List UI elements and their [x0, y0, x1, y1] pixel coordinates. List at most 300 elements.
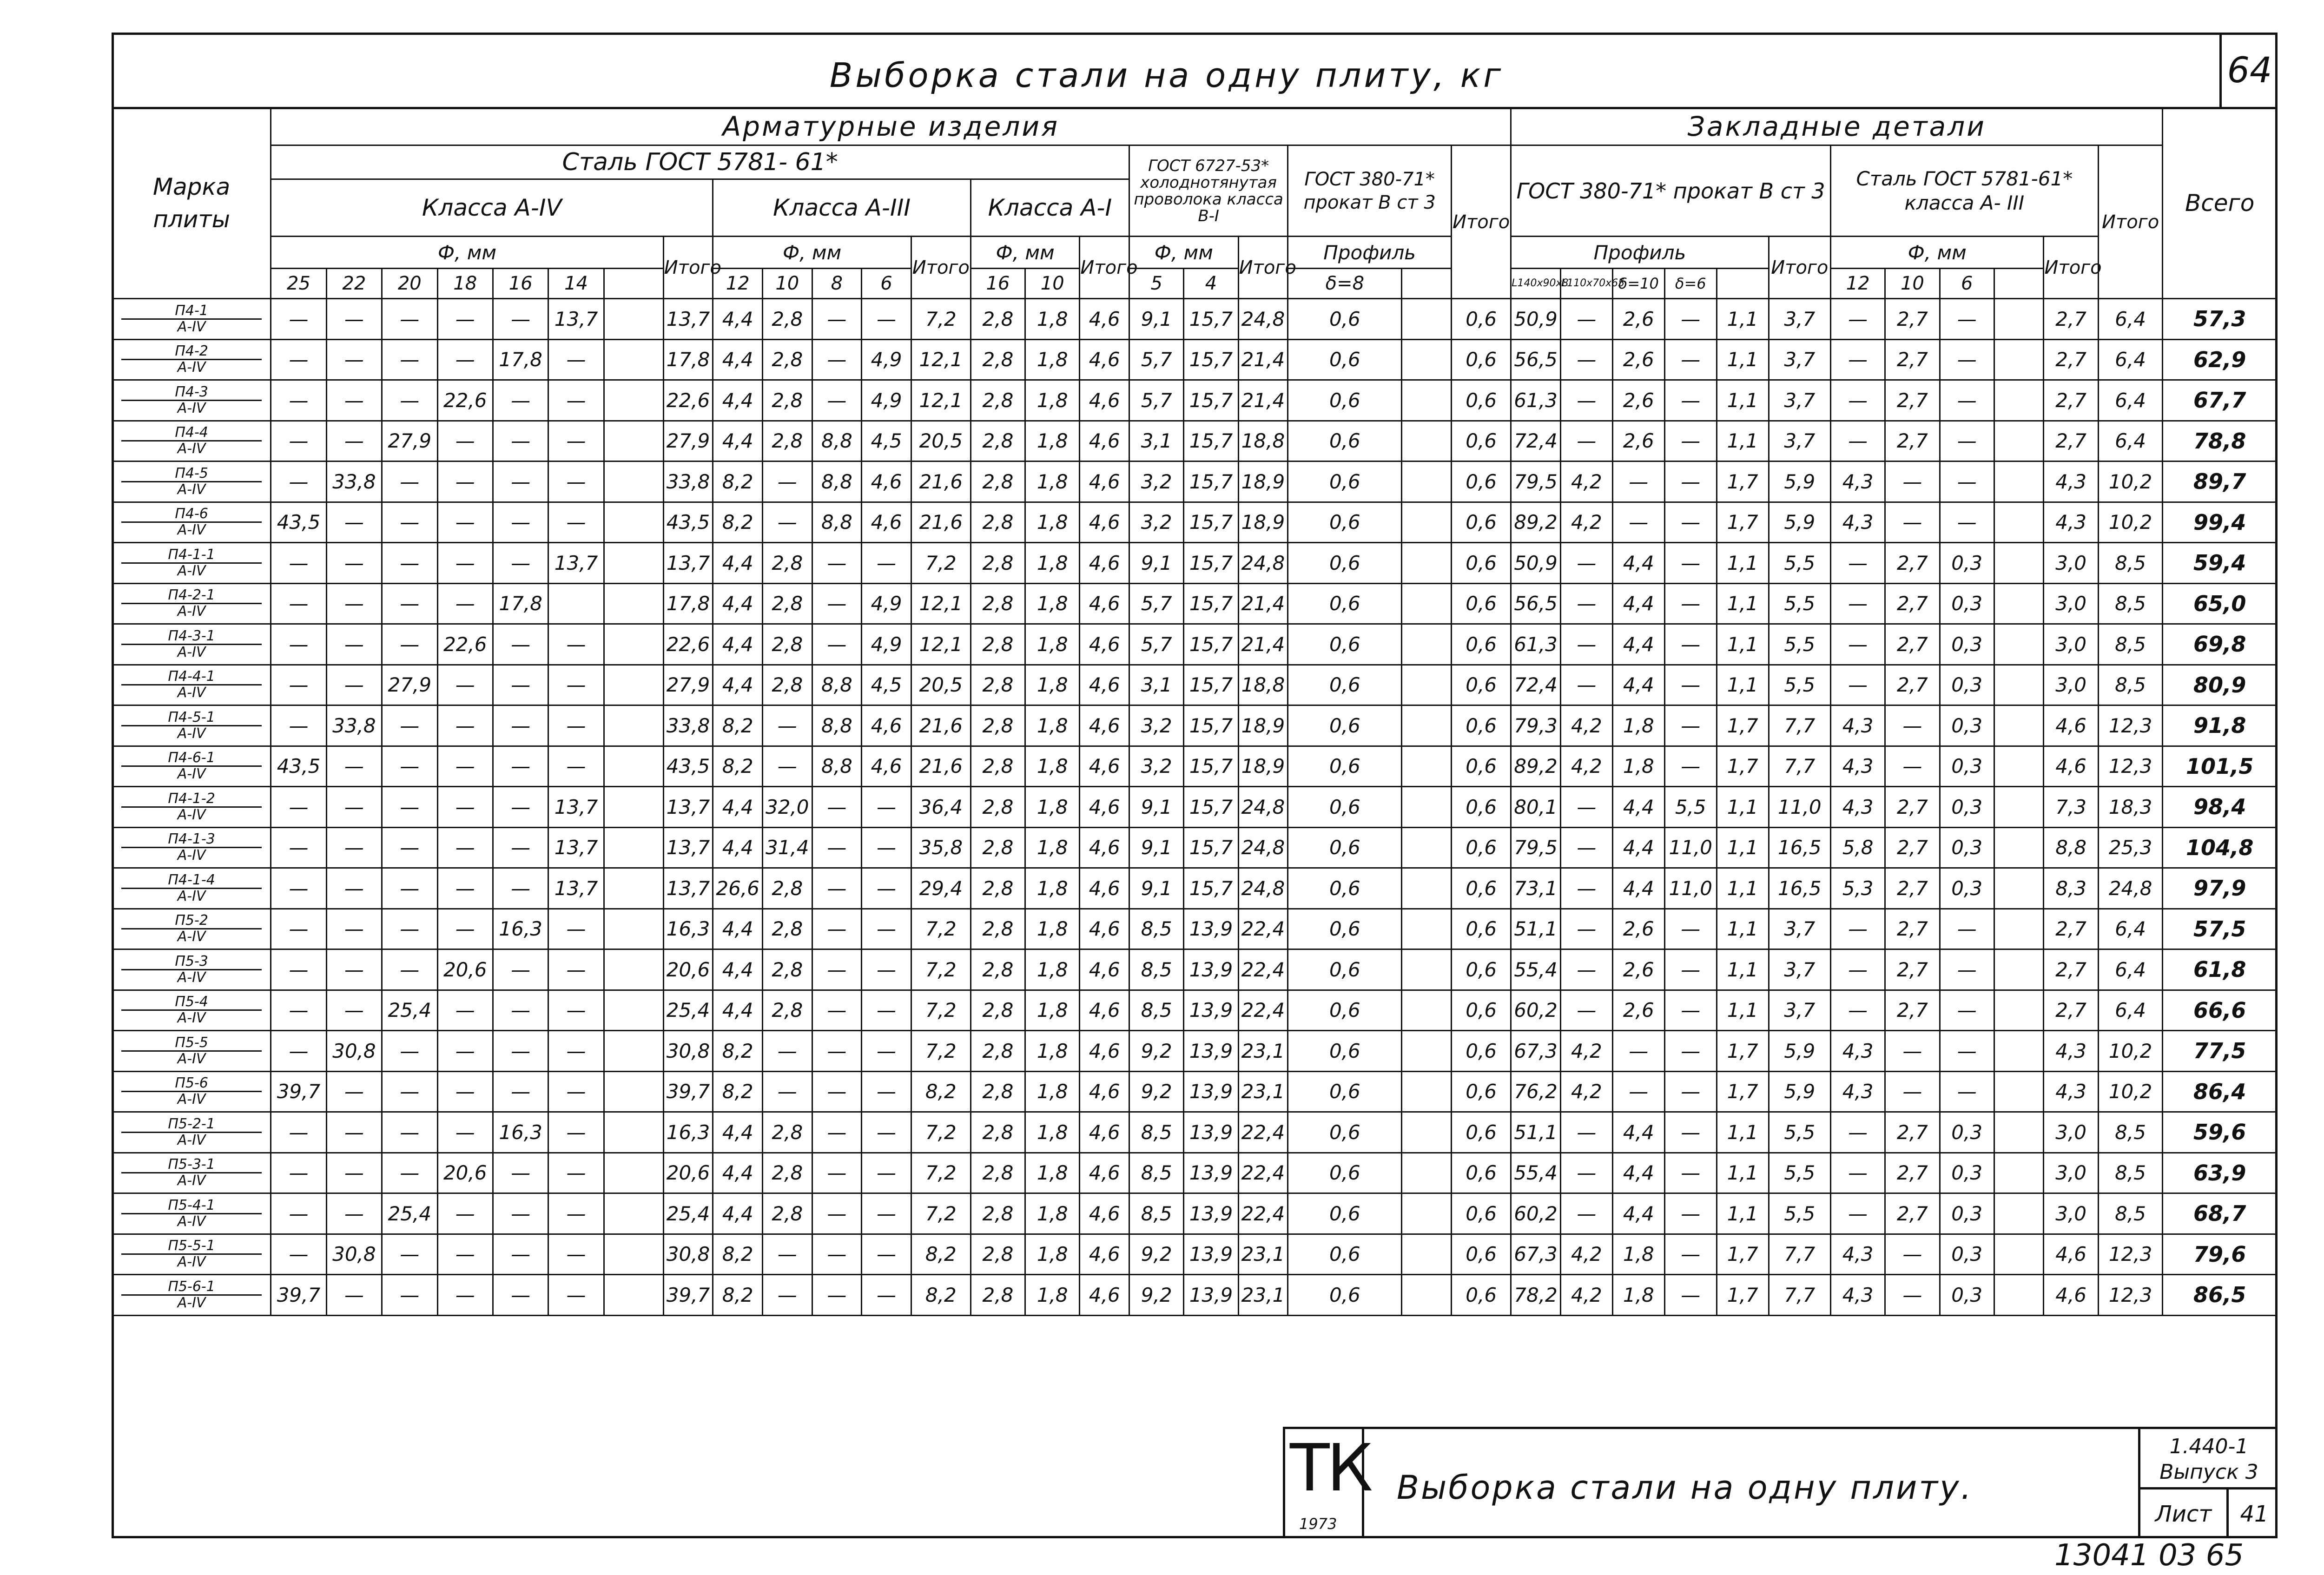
- table-cell: —: [1664, 1275, 1717, 1316]
- table-cell: 13,9: [1184, 1031, 1238, 1072]
- table-cell: 4,3: [1830, 1031, 1885, 1072]
- table-cell: —: [862, 990, 911, 1031]
- table-cell: —: [1830, 1153, 1885, 1193]
- table-cell: 24,8: [1238, 543, 1288, 584]
- table-cell: 5,9: [1769, 461, 1830, 502]
- table-cell: 1,7: [1717, 1234, 1769, 1275]
- table-cell: 8,5: [1129, 909, 1184, 949]
- table-cell: 7,3: [2044, 787, 2098, 828]
- table-cell: —: [1664, 1071, 1717, 1112]
- header-armatura: Арматурные изделия: [271, 108, 1511, 145]
- tk-logo: ТК: [1290, 1430, 1370, 1506]
- table-cell: 7,7: [1769, 1234, 1830, 1275]
- table-cell: 63,9: [2163, 1153, 2277, 1193]
- table-cell: —: [548, 461, 604, 502]
- col-a3b-12: 12: [1830, 269, 1885, 299]
- table-cell: —: [382, 624, 437, 665]
- table-cell: 3,0: [2044, 583, 2098, 624]
- table-cell: —: [437, 1112, 493, 1153]
- table-cell: 30,8: [326, 1234, 382, 1275]
- table-cell: —: [382, 1071, 437, 1112]
- table-cell: —: [326, 543, 382, 584]
- table-cell: 4,6: [862, 705, 911, 746]
- table-cell: 4,9: [862, 339, 911, 380]
- table-cell: 4,5: [862, 421, 911, 461]
- table-cell: 4,6: [1080, 339, 1129, 380]
- table-cell: —: [493, 502, 548, 543]
- table-cell: 0,6: [1288, 787, 1402, 828]
- table-cell: 4,2: [1560, 1031, 1612, 1072]
- table-cell: 5,9: [1769, 1071, 1830, 1112]
- table-cell: —: [326, 827, 382, 868]
- header-klass-a4: Класса А-IV: [271, 179, 713, 237]
- table-cell: 78,8: [2163, 421, 2277, 461]
- table-cell: 0,6: [1452, 665, 1511, 705]
- table-cell: 1,8: [1025, 624, 1080, 665]
- table-cell: —: [382, 1153, 437, 1193]
- table-cell: 4,3: [1830, 1275, 1885, 1316]
- table-cell: 13,7: [548, 827, 604, 868]
- col-profil-d8: δ=8: [1288, 269, 1402, 299]
- table-cell: —: [493, 543, 548, 584]
- col-a3-6: 6: [862, 269, 911, 299]
- table-cell: 1,8: [1025, 461, 1080, 502]
- table-cell: —: [1940, 299, 1994, 340]
- table-cell: —: [1664, 1193, 1717, 1234]
- table-cell: —: [862, 1071, 911, 1112]
- table-cell: 1,1: [1717, 868, 1769, 909]
- table-cell: 4,4: [713, 909, 763, 949]
- table-cell: 80,1: [1511, 787, 1561, 828]
- table-cell: 3,1: [1129, 421, 1184, 461]
- table-cell: 5,5: [1769, 543, 1830, 584]
- table-cell: —: [1560, 583, 1612, 624]
- table-cell: 2,6: [1612, 299, 1664, 340]
- table-cell: 9,2: [1129, 1071, 1184, 1112]
- table-cell: 22,4: [1238, 949, 1288, 990]
- table-cell: —: [862, 1112, 911, 1153]
- table-cell: 0,6: [1452, 502, 1511, 543]
- table-cell: 4,3: [1830, 746, 1885, 787]
- table-cell: 0,6: [1452, 1112, 1511, 1153]
- table-cell: 27,9: [663, 421, 713, 461]
- table-cell: —: [548, 502, 604, 543]
- table-cell: 2,7: [1885, 1112, 1940, 1153]
- table-cell: —: [493, 1071, 548, 1112]
- table-cell: 4,6: [1080, 909, 1129, 949]
- table-cell: —: [812, 380, 862, 421]
- table-cell: —: [1940, 421, 1994, 461]
- table-cell: —: [1885, 1031, 1940, 1072]
- table-cell: 43,5: [663, 502, 713, 543]
- table-cell: 1,7: [1717, 746, 1769, 787]
- table-cell: —: [812, 1153, 862, 1193]
- table-cell: 0,6: [1452, 339, 1511, 380]
- table-cell: 4,6: [1080, 502, 1129, 543]
- table-cell: 101,5: [2163, 746, 2277, 787]
- table-cell: —: [271, 1112, 326, 1153]
- table-cell: 2,7: [1885, 909, 1940, 949]
- table-cell: 3,7: [1769, 380, 1830, 421]
- plate-mark-code: П4-1-1: [121, 547, 262, 564]
- table-cell: 3,0: [2044, 665, 2098, 705]
- table-cell: —: [862, 868, 911, 909]
- plate-mark-code: П4-2-1: [121, 588, 262, 604]
- table-cell: 30,8: [663, 1031, 713, 1072]
- table-cell: 0,6: [1288, 1112, 1402, 1153]
- table-cell: 6,4: [2098, 380, 2163, 421]
- table-cell: 1,1: [1717, 990, 1769, 1031]
- table-cell: —: [382, 949, 437, 990]
- table-cell: 5,7: [1129, 583, 1184, 624]
- table-cell: 0,6: [1288, 380, 1402, 421]
- table-cell: 8,8: [812, 502, 862, 543]
- plate-mark-code: П5-6: [121, 1076, 262, 1092]
- table-cell: 22,4: [1238, 1153, 1288, 1193]
- table-cell: —: [1885, 705, 1940, 746]
- header-zakladnye: Закладные детали: [1511, 108, 2163, 145]
- table-cell: 0,3: [1940, 787, 1994, 828]
- table-cell: 72,4: [1511, 421, 1561, 461]
- table-cell: 25,4: [382, 1193, 437, 1234]
- header-klass-a3: Класса А-III: [713, 179, 971, 237]
- sheet-label: Лист: [2140, 1489, 2229, 1538]
- table-cell: 2,8: [971, 827, 1025, 868]
- table-cell: 2,7: [1885, 787, 1940, 828]
- table-cell: —: [762, 1031, 812, 1072]
- table-cell: 2,8: [971, 461, 1025, 502]
- table-cell: —: [548, 746, 604, 787]
- table-cell: —: [493, 1193, 548, 1234]
- table-cell: 0,6: [1288, 1071, 1402, 1112]
- table-cell: 3,0: [2044, 1153, 2098, 1193]
- table-cell: 43,5: [271, 746, 326, 787]
- plate-mark-code: П5-5-1: [121, 1239, 262, 1255]
- table-cell: —: [1830, 543, 1885, 584]
- table-cell: —: [1612, 1031, 1664, 1072]
- table-cell: 1,1: [1717, 624, 1769, 665]
- table-cell: 2,8: [971, 543, 1025, 584]
- table-cell: 2,8: [762, 624, 812, 665]
- table-cell: 15,7: [1184, 624, 1238, 665]
- table-cell: 4,4: [713, 380, 763, 421]
- series-number: 1.440-1 Выпуск 3: [2140, 1429, 2278, 1489]
- table-cell: —: [812, 583, 862, 624]
- table-cell: —: [762, 1071, 812, 1112]
- stamp-title: Выборка стали на одну плиту.: [1397, 1469, 1973, 1507]
- table-cell: 1,7: [1717, 1275, 1769, 1316]
- table-cell: 2,6: [1612, 421, 1664, 461]
- table-cell: 2,8: [971, 502, 1025, 543]
- table-cell: —: [1560, 380, 1612, 421]
- table-cell: —: [271, 1031, 326, 1072]
- table-cell: 12,3: [2098, 1275, 2163, 1316]
- table-cell: 21,6: [911, 705, 971, 746]
- table-cell: 4,4: [713, 1112, 763, 1153]
- table-cell: 0,6: [1288, 624, 1402, 665]
- header-gost-380-a: ГОСТ 380-71* прокат В ст 3: [1288, 145, 1452, 237]
- table-cell: 5,5: [1769, 1112, 1830, 1153]
- table-cell: —: [493, 787, 548, 828]
- table-cell: —: [437, 746, 493, 787]
- table-cell: —: [812, 909, 862, 949]
- table-cell: —: [437, 665, 493, 705]
- table-cell: 4,6: [1080, 1153, 1129, 1193]
- table-cell: 15,7: [1184, 339, 1238, 380]
- table-cell: 39,7: [663, 1071, 713, 1112]
- table-cell: —: [493, 990, 548, 1031]
- col-profil-d6: δ=6: [1664, 269, 1717, 299]
- table-cell: 0,6: [1288, 746, 1402, 787]
- table-cell: 23,1: [1238, 1031, 1288, 1072]
- table-cell: —: [1664, 1112, 1717, 1153]
- table-cell: 1,8: [1025, 1112, 1080, 1153]
- table-cell: 8,2: [713, 502, 763, 543]
- table-cell: 16,3: [663, 909, 713, 949]
- table-cell: 4,4: [1612, 1193, 1664, 1234]
- table-cell: —: [271, 461, 326, 502]
- table-cell: 12,3: [2098, 746, 2163, 787]
- table-cell: —: [548, 380, 604, 421]
- table-cell: 6,4: [2098, 339, 2163, 380]
- table-cell: 43,5: [271, 502, 326, 543]
- plate-mark-code: П5-2: [121, 913, 262, 929]
- table-cell: —: [437, 1234, 493, 1275]
- table-cell: 0,6: [1452, 380, 1511, 421]
- table-cell: 2,7: [1885, 299, 1940, 340]
- plate-mark-class: А-IV: [177, 685, 206, 701]
- table-cell: 10,2: [2098, 1071, 2163, 1112]
- table-cell: 0,6: [1288, 1275, 1402, 1316]
- table-cell: —: [1664, 380, 1717, 421]
- table-cell: —: [1830, 339, 1885, 380]
- table-cell: 8,8: [812, 665, 862, 705]
- table-cell: 13,7: [663, 299, 713, 340]
- table-cell: 21,6: [911, 746, 971, 787]
- table-cell: 67,7: [2163, 380, 2277, 421]
- table-cell: —: [548, 1193, 604, 1234]
- table-cell: 2,8: [971, 949, 1025, 990]
- plate-mark-class: А-IV: [177, 929, 206, 945]
- table-cell: 0,6: [1452, 909, 1511, 949]
- table-cell: —: [437, 787, 493, 828]
- table-cell: 15,7: [1184, 543, 1238, 584]
- table-cell: —: [326, 380, 382, 421]
- table-cell: —: [437, 909, 493, 949]
- table-cell: 0,6: [1452, 1153, 1511, 1193]
- table-cell: —: [493, 868, 548, 909]
- table-cell: —: [382, 502, 437, 543]
- table-cell: 22,4: [1238, 1193, 1288, 1234]
- table-cell: —: [812, 868, 862, 909]
- table-cell: —: [1560, 543, 1612, 584]
- table-cell: 9,1: [1129, 868, 1184, 909]
- table-cell: 3,7: [1769, 421, 1830, 461]
- table-cell: 0,6: [1452, 868, 1511, 909]
- table-cell: —: [1940, 380, 1994, 421]
- table-cell: 79,3: [1511, 705, 1561, 746]
- table-cell: 0,6: [1452, 1071, 1511, 1112]
- col-b1-4: 4: [1184, 269, 1238, 299]
- table-cell: 13,9: [1184, 1071, 1238, 1112]
- plate-mark-class: А-IV: [177, 359, 206, 376]
- header-vsego: Всего: [2163, 108, 2277, 299]
- table-cell: 8,8: [812, 705, 862, 746]
- table-cell: —: [1612, 1071, 1664, 1112]
- table-cell: —: [1830, 624, 1885, 665]
- table-cell: 50,9: [1511, 543, 1561, 584]
- table-cell: 57,5: [2163, 909, 2277, 949]
- table-cell: —: [1560, 827, 1612, 868]
- table-cell: —: [1885, 1275, 1940, 1316]
- table-cell: 8,8: [812, 421, 862, 461]
- table-cell: 2,8: [762, 665, 812, 705]
- table-cell: 4,4: [1612, 787, 1664, 828]
- table-cell: 8,3: [2044, 868, 2098, 909]
- col-a4-18: 18: [437, 269, 493, 299]
- table-cell: 2,6: [1612, 990, 1664, 1031]
- table-cell: 4,6: [862, 461, 911, 502]
- table-cell: 13,9: [1184, 990, 1238, 1031]
- plate-mark-code: П4-1-2: [121, 791, 262, 808]
- table-cell: —: [1664, 299, 1717, 340]
- table-cell: 5,5: [1769, 583, 1830, 624]
- table-cell: 12,3: [2098, 705, 2163, 746]
- table-cell: 2,6: [1612, 909, 1664, 949]
- table-cell: —: [326, 339, 382, 380]
- table-cell: 2,8: [762, 1193, 812, 1234]
- table-cell: 0,3: [1940, 746, 1994, 787]
- table-cell: 1,8: [1612, 705, 1664, 746]
- table-cell: —: [762, 502, 812, 543]
- table-cell: 2,7: [1885, 1153, 1940, 1193]
- table-cell: —: [326, 787, 382, 828]
- header-itogo-b1: Итого: [1238, 237, 1288, 299]
- table-cell: —: [1560, 421, 1612, 461]
- table-cell: 15,7: [1184, 583, 1238, 624]
- table-cell: 4,4: [1612, 1112, 1664, 1153]
- table-cell: —: [493, 461, 548, 502]
- table-cell: 16,3: [663, 1112, 713, 1153]
- table-cell: 4,6: [1080, 787, 1129, 828]
- table-cell: 18,8: [1238, 421, 1288, 461]
- table-cell: —: [862, 827, 911, 868]
- table-cell: 8,2: [911, 1071, 971, 1112]
- table-cell: 2,8: [971, 1031, 1025, 1072]
- table-cell: 89,2: [1511, 746, 1561, 787]
- table-cell: 27,9: [382, 665, 437, 705]
- table-cell: 39,7: [271, 1071, 326, 1112]
- table-cell: —: [1664, 461, 1717, 502]
- table-cell: 0,6: [1288, 421, 1402, 461]
- table-cell: 9,1: [1129, 827, 1184, 868]
- table-cell: —: [326, 746, 382, 787]
- table-cell: 15,7: [1184, 299, 1238, 340]
- table-cell: 0,6: [1288, 461, 1402, 502]
- table-cell: 3,1: [1129, 665, 1184, 705]
- table-cell: 16,3: [493, 1112, 548, 1153]
- table-cell: 8,5: [2098, 1153, 2163, 1193]
- table-cell: 79,5: [1511, 461, 1561, 502]
- table-cell: 0,6: [1288, 299, 1402, 340]
- table-cell: 51,1: [1511, 909, 1561, 949]
- table-cell: —: [326, 624, 382, 665]
- table-cell: 15,7: [1184, 421, 1238, 461]
- table-cell: 2,8: [762, 949, 812, 990]
- table-cell: —: [1664, 624, 1717, 665]
- table-cell: 4,4: [713, 624, 763, 665]
- table-cell: 57,3: [2163, 299, 2277, 340]
- table-cell: 61,3: [1511, 380, 1561, 421]
- table-cell: 0,6: [1452, 299, 1511, 340]
- table-cell: 97,9: [2163, 868, 2277, 909]
- table-cell: 4,3: [1830, 1234, 1885, 1275]
- table-cell: 1,8: [1025, 787, 1080, 828]
- table-cell: 4,4: [713, 421, 763, 461]
- table-cell: —: [1664, 746, 1717, 787]
- table-cell: 1,1: [1717, 421, 1769, 461]
- table-cell: —: [548, 421, 604, 461]
- table-cell: —: [437, 827, 493, 868]
- stamp-year: 1973: [1299, 1515, 1337, 1533]
- table-cell: 4,6: [1080, 543, 1129, 584]
- table-cell: 3,7: [1769, 949, 1830, 990]
- table-cell: 2,8: [971, 1112, 1025, 1153]
- sheet-number: 41: [2240, 1501, 2269, 1527]
- table-cell: 3,7: [1769, 990, 1830, 1031]
- table-cell: 0,3: [1940, 583, 1994, 624]
- plate-mark-class: А-IV: [177, 847, 206, 864]
- col-profil-d10: δ=10: [1612, 269, 1664, 299]
- table-cell: 2,7: [1885, 665, 1940, 705]
- table-cell: 1,1: [1717, 665, 1769, 705]
- table-cell: 4,4: [713, 1153, 763, 1193]
- table-cell: 51,1: [1511, 1112, 1561, 1153]
- table-cell: 2,7: [2044, 909, 2098, 949]
- table-cell: 5,9: [1769, 502, 1830, 543]
- table-cell: 67,3: [1511, 1234, 1561, 1275]
- table-cell: —: [548, 1234, 604, 1275]
- table-cell: 27,9: [382, 421, 437, 461]
- table-cell: 1,8: [1025, 827, 1080, 868]
- header-phi-a1: Ф, мм: [971, 237, 1080, 269]
- table-cell: 2,7: [2044, 339, 2098, 380]
- table-cell: —: [437, 1031, 493, 1072]
- plate-mark-code: П4-1-3: [121, 832, 262, 848]
- table-cell: 0,3: [1940, 665, 1994, 705]
- table-cell: —: [1940, 990, 1994, 1031]
- table-cell: 0,3: [1940, 705, 1994, 746]
- table-cell: 39,7: [663, 1275, 713, 1316]
- table-cell: 1,8: [1025, 421, 1080, 461]
- plate-mark-code: П4-5: [121, 466, 262, 482]
- table-cell: 1,7: [1717, 1031, 1769, 1072]
- table-cell: —: [1664, 543, 1717, 584]
- table-cell: 17,8: [663, 583, 713, 624]
- table-cell: —: [1940, 339, 1994, 380]
- plate-mark-class: А-IV: [177, 603, 206, 620]
- table-cell: 23,1: [1238, 1275, 1288, 1316]
- table-cell: 8,2: [911, 1275, 971, 1316]
- table-cell: —: [1664, 990, 1717, 1031]
- table-cell: —: [1885, 502, 1940, 543]
- table-cell: 4,6: [1080, 949, 1129, 990]
- table-cell: 30,8: [326, 1031, 382, 1072]
- table-cell: —: [326, 909, 382, 949]
- table-cell: —: [271, 868, 326, 909]
- table-cell: —: [862, 1234, 911, 1275]
- header-gost-6727: ГОСТ 6727-53* холоднотянутая проволока класса В-I: [1129, 145, 1288, 237]
